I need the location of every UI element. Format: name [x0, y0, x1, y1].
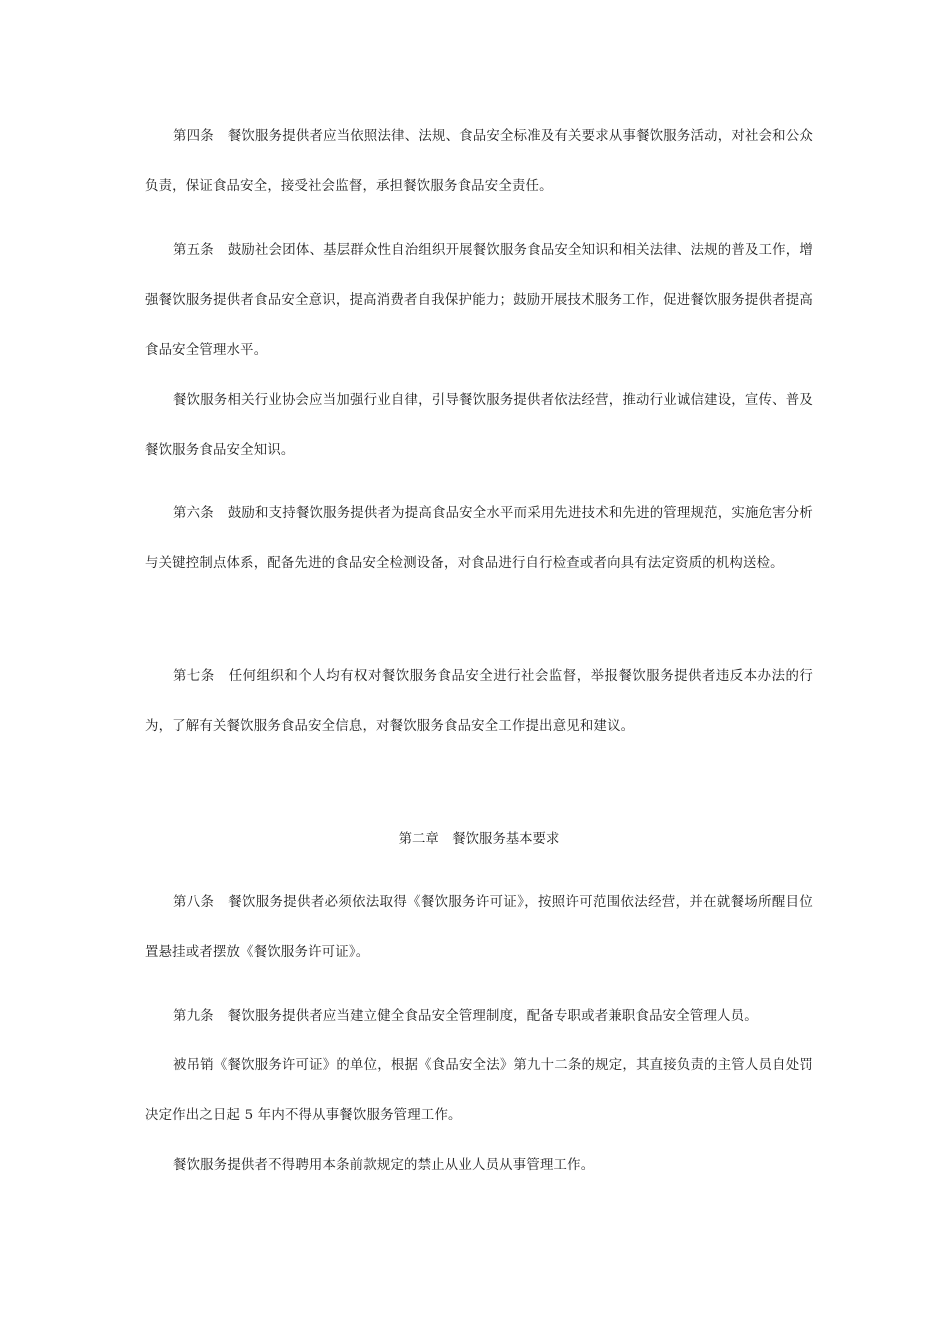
article-4: [145, 112, 813, 212]
article-8: [145, 878, 813, 978]
article-5: [145, 226, 813, 376]
article-9: [145, 992, 813, 1042]
article-7: [145, 652, 813, 752]
article-5-paragraph-2: [145, 376, 813, 476]
article-number: 第九条: [173, 1009, 214, 1024]
article-text: 鼓励社会团体、基层群众性自治组织开展餐饮服务食品安全知识和相关法律、法规的普及工作，增强餐饮服务提供者食品安全意识，提高消费者自我保护能力；鼓励开展技术服务工作，促进餐饮服务提供者提高食品安全管理水平。: [145, 243, 813, 358]
article-text: 餐饮服务提供者应当依照法律、法规、食品安全标准及有关要求从事餐饮服务活动，对社会和公众负责，保证食品安全，接受社会监督，承担餐饮服务食品安全责任。: [145, 129, 813, 194]
article-number: 第四条: [173, 129, 214, 144]
article-number: 第七条: [173, 669, 215, 684]
article-9-paragraph-3: [145, 1141, 813, 1191]
paragraph-text: 餐饮服务相关行业协会应当加强行业自律，引导餐饮服务提供者依法经营，推动行业诚信建设，宣传、普及餐饮服务食品安全知识。: [145, 393, 813, 458]
article-number: 第六条: [173, 506, 214, 521]
article-9-paragraph-2: [145, 1041, 813, 1141]
paragraph-text: 被吊销《餐饮服务许可证》的单位，根据《食品安全法》第九十二条的规定，其直接负责的主管人员自处罚决定作出之日起 5 年内不得从事餐饮服务管理工作。: [145, 1058, 813, 1123]
article-6: [145, 489, 813, 589]
article-text: 鼓励和支持餐饮服务提供者为提高食品安全水平而采用先进技术和先进的管理规范，实施危害分析与关键控制点体系，配备先进的食品安全检测设备，对食品进行自行检查或者向具有法定资质的机构送检。: [145, 506, 813, 571]
article-text: 餐饮服务提供者必须依法取得《餐饮服务许可证》，按照许可范围依法经营，并在就餐场所醒目位置悬挂或者摆放《餐饮服务许可证》。: [145, 895, 813, 960]
article-text: 餐饮服务提供者应当建立健全食品安全管理制度，配备专职或者兼职食品安全管理人员。: [227, 1009, 758, 1024]
article-number: 第八条: [173, 895, 215, 910]
paragraph-text: 餐饮服务提供者不得聘用本条前款规定的禁止从业人员从事管理工作。: [173, 1158, 595, 1173]
article-number: 第五条: [173, 243, 214, 258]
chapter-heading: 第二章 餐饮服务基本要求: [398, 832, 560, 847]
article-text: 任何组织和个人均有权对餐饮服务食品安全进行社会监督，举报餐饮服务提供者违反本办法的行为，了解有关餐饮服务食品安全信息，对餐饮服务食品安全工作提出意见和建议。: [145, 669, 813, 734]
